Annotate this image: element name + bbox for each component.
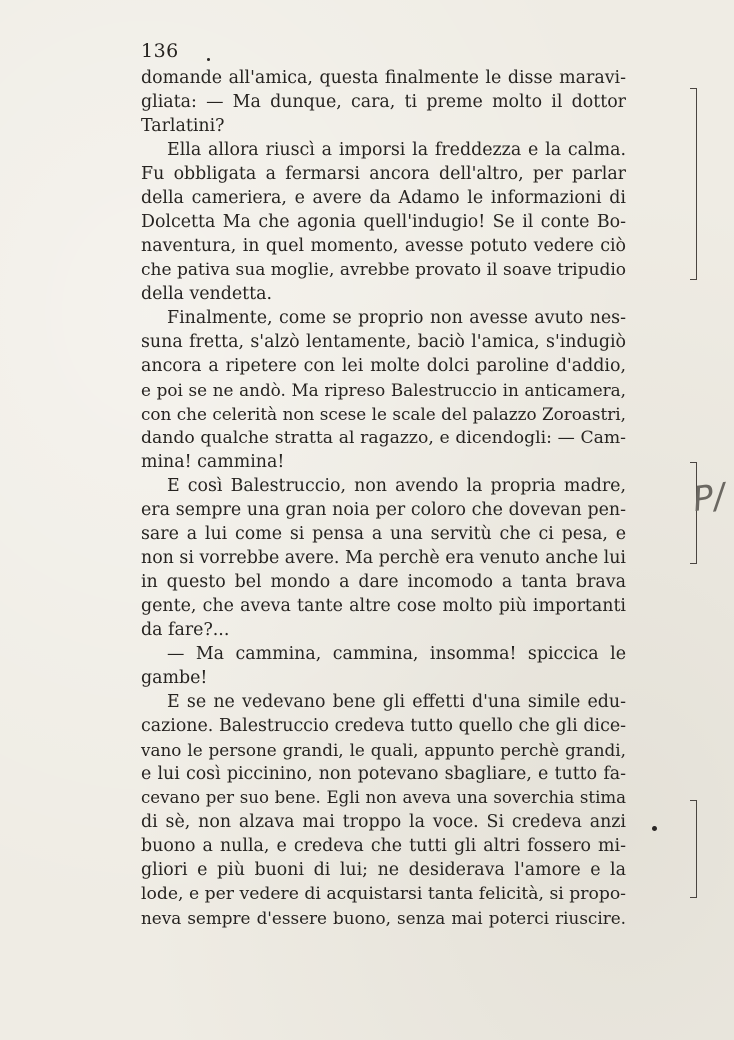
margin-dot (652, 826, 657, 831)
margin-bracket (690, 800, 697, 898)
text-line: ancora a ripetere con lei molte dolci paroline d'addio, (141, 356, 626, 376)
text-line: mina! cammina! (141, 452, 285, 472)
text-line: Fu obbligata a fermarsi ancora dell'altro, per parlar (141, 164, 626, 184)
margin-bracket (690, 88, 697, 280)
text-line: era sempre una gran noia per coloro che dovevan pen- (141, 500, 626, 520)
page-number: 136 (141, 40, 179, 62)
text-line: gliata: — Ma dunque, cara, ti preme molto il dottor (141, 92, 626, 112)
text-line: cazione. Balestruccio credeva tutto quello che gli dice- (141, 716, 626, 736)
text-line: Tarlatini? (141, 116, 225, 136)
text-line: domande all'amica, questa finalmente le disse maravi- (141, 68, 626, 88)
text-line: buono a nulla, e credeva che tutti gli altri fossero mi- (141, 836, 626, 856)
text-line: neva sempre d'essere buono, senza mai poterci riuscire. (141, 908, 626, 928)
text-line: suna fretta, s'alzò lentamente, baciò l'amica, s'indugiò (141, 332, 626, 352)
text-line: e poi se ne andò. Ma ripreso Balestruccio in anticamera, (141, 380, 626, 400)
text-line: Dolcetta Ma che agonia quell'indugio! Se il conte Bo- (141, 212, 626, 232)
text-line: e lui così piccinino, non potevano sbagliare, e tutto fa- (141, 764, 626, 784)
text-line: naventura, in quel momento, avesse potuto vedere ciò (141, 236, 626, 256)
text-line: dando qualche stratta al ragazzo, e dicendogli: — Cam- (141, 428, 626, 448)
text-line: — Ma cammina, cammina, insomma! spiccica le (167, 644, 626, 664)
text-line: della cameriera, e avere da Adamo le informazioni di (141, 188, 626, 208)
text-line: E se ne vedevano bene gli effetti d'una simile edu- (167, 692, 626, 712)
text-line: gente, che aveva tante altre cose molto più importanti (141, 596, 626, 616)
text-line: da fare?... (141, 620, 230, 640)
text-line: vano le persone grandi, le quali, appunto perchè grandi, (141, 740, 626, 760)
text-line: della vendetta. (141, 284, 273, 304)
text-line: lode, e per vedere di acquistarsi tanta felicità, si propo- (141, 884, 626, 904)
margin-dot (207, 58, 210, 61)
text-line: non si vorrebbe avere. Ma perchè era venuto anche lui (141, 548, 626, 568)
text-line: con che celerità non scese le scale del palazzo Zoroastri, (141, 404, 626, 424)
text-line: gambe! (141, 668, 208, 688)
pencil-margin-note: P/ (690, 475, 728, 521)
text-line: in questo bel mondo a dare incomodo a tanta brava (141, 572, 626, 592)
text-line: gliori e più buoni di lui; ne desiderava l'amore e la (141, 860, 626, 880)
text-line: Finalmente, come se proprio non avesse avuto nes- (167, 308, 626, 328)
text-line: cevano per suo bene. Egli non aveva una soverchia stima (141, 788, 626, 807)
body-text (141, 66, 626, 930)
text-line: di sè, non alzava mai troppo la voce. Si credeva anzi (141, 812, 626, 832)
text-line: che pativa sua moglie, avrebbe provato il soave tripudio (141, 260, 626, 280)
text-line: E così Balestruccio, non avendo la propria madre, (167, 476, 626, 496)
text-line: sare a lui come si pensa a una servitù che ci pesa, e (141, 524, 626, 544)
text-line: Ella allora riuscì a imporsi la freddezza e la calma. (167, 140, 626, 160)
